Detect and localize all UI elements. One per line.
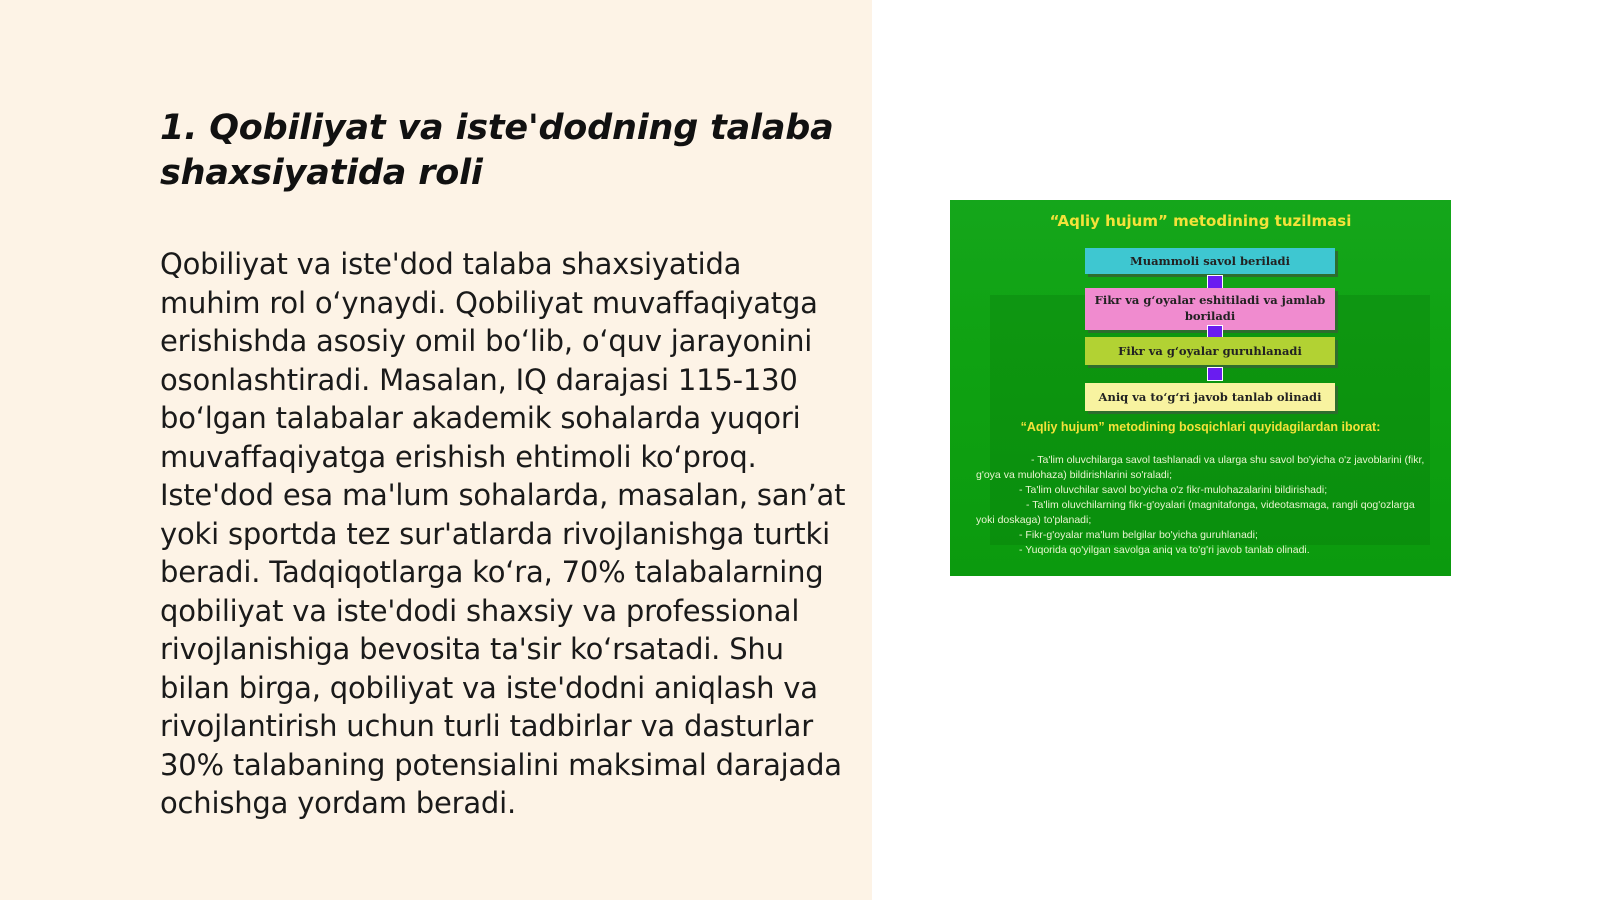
brainstorm-method-image	[950, 200, 1451, 576]
step-box-1: Muammoli savol beriladi	[1085, 248, 1335, 274]
image-list-item: - Fikr-g'oyalar ma'lum belgilar bo'yicha guruhlanadi;	[1019, 529, 1258, 541]
slide-title: 1. Qobiliyat va iste'dodning talaba shaxsiyatida roli	[160, 108, 834, 193]
image-list-item: - Ta'lim oluvchilarga savol tashlanadi va ularga shu savol bo'yicha o'z javoblarini (fikr, g'oya va mulohaza) bildirishlarini so'raladi;	[976, 454, 1425, 481]
connector-arrow-1	[1207, 275, 1223, 289]
slide-body-text: Qobiliyat va iste'dod talaba shaxsiyatida muhim rol o‘ynaydi. Qobiliyat muvaffaqiyatga erishishda asosiy omil bo‘lib, o‘quv jarayonini osonlashtiradi. Masalan, IQ darajasi 115-130 bo‘lgan talabalar akademik sohalarda yuqori muvaffaqiyatga erishish ehtimoli ko‘proq. Iste'dod esa ma'lum sohalarda, masalan, san’at yoki sportda tez sur'atlarda rivojlanishga turtki beradi. Tadqiqotlarga ko‘ra, 70% talabalarning qobiliyat va iste'dodi shaxsiy va professional rivojlanishiga bevosita ta'sir ko‘rsatadi. Shu bilan birga, qobiliyat va iste'dodni aniqlash va rivojlantirish uchun turli tadbirlar va dasturlar 30% talabaning potensialini maksimal darajada ochishga yordam beradi.	[160, 247, 846, 820]
image-list-item: - Ta'lim oluvchilar savol bo'yicha o'z fikr-mulohazalarini bildirishadi;	[1019, 484, 1328, 496]
image-title: “Aqliy hujum” metodining tuzilmasi	[1049, 212, 1352, 230]
step-box-4: Aniq va to‘g‘ri javob tanlab olinadi	[1085, 383, 1335, 411]
image-step-list	[976, 453, 1436, 558]
image-list-item: - Ta'lim oluvchilarning fikr-g'oyalari (magnitafonga, videotasmaga, rangli qog'ozlarga yoki doskaga) to'planadi;	[976, 499, 1415, 526]
connector-arrow-3	[1207, 367, 1223, 381]
step-box-3: Fikr va g‘oyalar guruhlanadi	[1085, 337, 1335, 365]
step-box-2: Fikr va g‘oyalar eshitiladi va jamlab boriladi	[1085, 288, 1335, 330]
image-list-item: - Yuqorida qo'yilgan savolga aniq va to'g'ri javob tanlab olinadi.	[1019, 544, 1310, 556]
image-subtitle: “Aqliy hujum” metodining bosqichlari quyidagilardan iborat:	[1020, 420, 1381, 434]
